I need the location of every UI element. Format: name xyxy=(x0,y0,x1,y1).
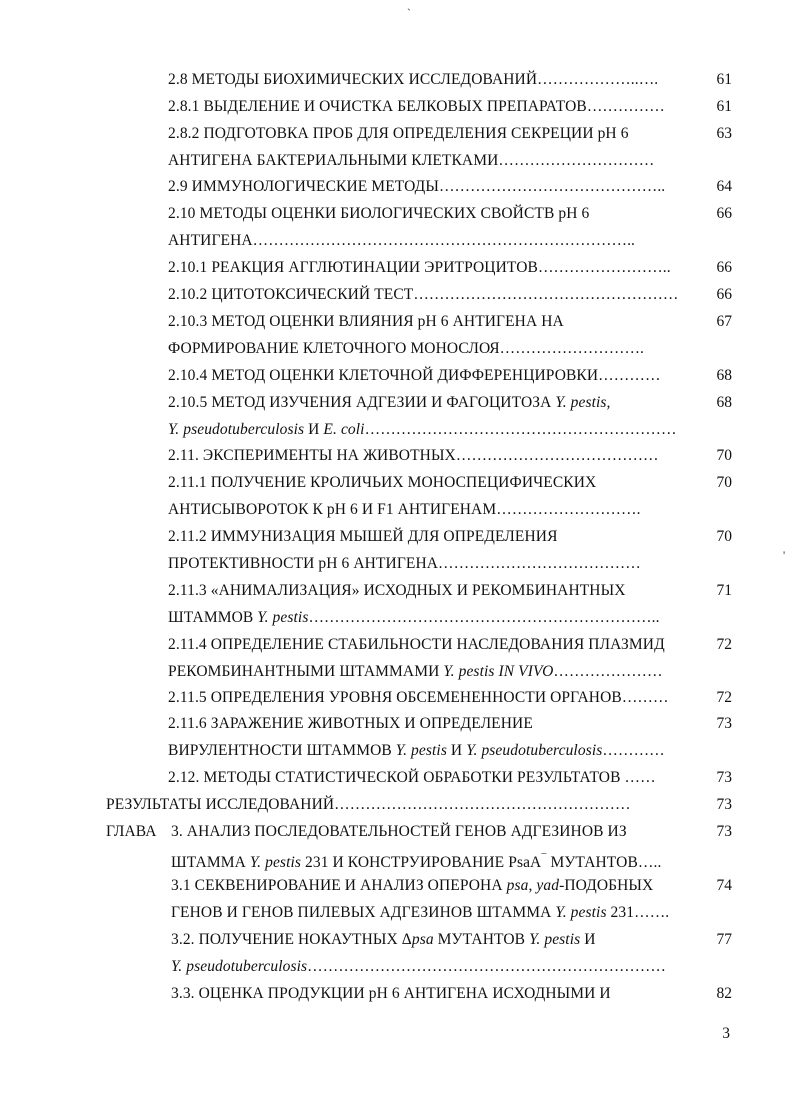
toc-entry-2-11-4: 2.11.4 ОПРЕДЕЛЕНИЕ СТАБИЛЬНОСТИ НАСЛЕДОВАНИЯ ПЛАЗМИД xyxy=(168,636,665,653)
toc-entry-2-11-1-cont: АНТИСЫВОРОТОК К pH 6 И F1 АНТИГЕНАМ………………………. xyxy=(168,501,641,518)
toc-entry-2-11: 2.11. ЭКСПЕРИМЕНТЫ НА ЖИВОТНЫХ………………………………… xyxy=(168,447,659,464)
toc-entry-3-2: 3.2. ПОЛУЧЕНИЕ НОКАУТНЫХ Δpsa МУТАНТОВ Y. pestis И xyxy=(171,931,596,948)
toc-entry-2-11-2: 2.11.2 ИММУНИЗАЦИЯ МЫШЕЙ ДЛЯ ОПРЕДЕЛЕНИЯ xyxy=(168,528,558,545)
toc-page-2-8: 61 xyxy=(716,71,732,88)
toc-page-2-12: 73 xyxy=(716,769,732,786)
toc-entry-2-11-3: 2.11.3 «АНИМАЛИЗАЦИЯ» ИСХОДНЫХ И РЕКОМБИНАНТНЫХ xyxy=(168,582,626,599)
toc-page-2-11-4: 72 xyxy=(716,636,732,653)
toc-entry-2-10-5-cont: Y. pseudotuberculosis И E. coli…………………………………………………… xyxy=(168,421,677,438)
toc-entry-2-10: 2.10 МЕТОДЫ ОЦЕНКИ БИОЛОГИЧЕСКИХ СВОЙСТВ pH 6 xyxy=(168,205,590,222)
toc-entry-2-10-cont: АНТИГЕНА……………………………………………………………….. xyxy=(168,232,636,249)
toc-entry-2-10-3-cont: ФОРМИРОВАНИЕ КЛЕТОЧНОГО МОНОСЛОЯ………………………. xyxy=(168,340,645,357)
toc-page-3-2: 77 xyxy=(716,931,732,948)
toc-page-2-8-1: 61 xyxy=(716,98,732,115)
toc-entry-results: РЕЗУЛЬТАТЫ ИССЛЕДОВАНИЙ………………………………………………… xyxy=(106,796,631,813)
toc-entry-2-9: 2.9 ИММУНОЛОГИЧЕСКИЕ МЕТОДЫ…………………………………….. xyxy=(168,178,666,195)
toc-entry-chapter-3: 3. АНАЛИЗ ПОСЛЕДОВАТЕЛЬНОСТЕЙ ГЕНОВ АДГЕЗИНОВ ИЗ xyxy=(171,823,627,840)
toc-page-chapter-3: 73 xyxy=(716,823,732,840)
toc-page-2-11-2: 70 xyxy=(716,528,732,545)
toc-page-2-10-2: 66 xyxy=(716,286,732,303)
toc-entry-3-1: 3.1 СЕКВЕНИРОВАНИЕ И АНАЛИЗ ОПЕРОНА psa, yad-ПОДОБНЫХ xyxy=(171,877,654,894)
toc-entry-2-10-1: 2.10.1 РЕАКЦИЯ АГГЛЮТИНАЦИИ ЭРИТРОЦИТОВ…………………….. xyxy=(168,259,671,276)
toc-page-3-1: 74 xyxy=(716,877,732,894)
toc-page-2-11: 70 xyxy=(716,447,732,464)
toc-entry-2-10-4: 2.10.4 МЕТОД ОЦЕНКИ КЛЕТОЧНОЙ ДИФФЕРЕНЦИРОВКИ………… xyxy=(168,367,661,384)
toc-page-2-10-4: 68 xyxy=(716,367,732,384)
toc-entry-2-8-2-cont: АНТИГЕНА БАКТЕРИАЛЬНЫМИ КЛЕТКАМИ………………………… xyxy=(168,152,655,169)
toc-entry-2-11-2-cont: ПРОТЕКТИВНОСТИ pH 6 АНТИГЕНА………………………………… xyxy=(168,555,641,572)
toc-entry-2-11-5: 2.11.5 ОПРЕДЕЛЕНИЯ УРОВНЯ ОБСЕМЕНЕННОСТИ ОРГАНОВ……… xyxy=(168,689,669,706)
toc-entry-3-2-cont: Y. pseudotuberculosis…………………………………………………………… xyxy=(171,958,666,975)
toc-entry-3-1-cont: ГЕНОВ И ГЕНОВ ПИЛЕВЫХ АДГЕЗИНОВ ШТАММА Y. pestis 231……. xyxy=(171,904,670,921)
toc-entry-2-11-3-cont: ШТАММОВ Y. pestis………………………………………………………….. xyxy=(168,609,660,626)
toc-page-2-11-6: 73 xyxy=(716,715,732,732)
toc-entry-2-10-2: 2.10.2 ЦИТОТОКСИЧЕСКИЙ ТЕСТ…………………………………………… xyxy=(168,286,679,303)
toc-entry-2-10-3: 2.10.3 МЕТОД ОЦЕНКИ ВЛИЯНИЯ pH 6 АНТИГЕНА НА xyxy=(168,313,564,330)
toc-page-2-10: 66 xyxy=(716,205,732,222)
toc-page-2-8-2: 63 xyxy=(716,125,732,142)
toc-entry-2-10-5: 2.10.5 МЕТОД ИЗУЧЕНИЯ АДГЕЗИИ И ФАГОЦИТОЗА Y. pestis, xyxy=(168,394,611,411)
toc-chapter-label: ГЛАВА xyxy=(106,823,157,840)
toc-entry-2-8-1: 2.8.1 ВЫДЕЛЕНИЕ И ОЧИСТКА БЕЛКОВЫХ ПРЕПАРАТОВ…………… xyxy=(168,98,665,115)
toc-page-2-10-1: 66 xyxy=(716,259,732,276)
page-number: 3 xyxy=(722,1025,730,1042)
toc-page-results: 73 xyxy=(716,796,732,813)
toc-page-2-9: 64 xyxy=(716,178,732,195)
toc-entry-2-11-6-cont: ВИРУЛЕНТНОСТИ ШТАММОВ Y. pestis И Y. pseudotuberculosis………… xyxy=(168,742,665,759)
toc-entry-2-11-1: 2.11.1 ПОЛУЧЕНИЕ КРОЛИЧЬИХ МОНОСПЕЦИФИЧЕСКИХ xyxy=(168,474,597,491)
toc-page-2-10-5: 68 xyxy=(716,394,732,411)
toc-entry-chapter-3-cont: ШТАММА Y. pestis 231 И КОНСТРУИРОВАНИЕ PsaA¯ МУТАНТОВ….. xyxy=(171,853,662,872)
toc-page-2-11-5: 72 xyxy=(716,689,732,706)
toc-entry-3-3: 3.3. ОЦЕНКА ПРОДУКЦИИ pH 6 АНТИГЕНА ИСХОДНЫМИ И xyxy=(171,985,611,1002)
toc-page-2-11-3: 71 xyxy=(716,582,732,599)
toc-page-2-11-1: 70 xyxy=(716,474,732,491)
toc-entry-2-11-6: 2.11.6 ЗАРАЖЕНИЕ ЖИВОТНЫХ И ОПРЕДЕЛЕНИЕ xyxy=(168,715,533,732)
toc-page-2-10-3: 67 xyxy=(716,313,732,330)
toc-entry-2-8-2: 2.8.2 ПОДГОТОВКА ПРОБ ДЛЯ ОПРЕДЕЛЕНИЯ СЕКРЕЦИИ pH 6 xyxy=(168,125,629,142)
toc-page-3-3: 82 xyxy=(716,985,732,1002)
toc-entry-2-8: 2.8 МЕТОДЫ БИОХИМИЧЕСКИХ ИССЛЕДОВАНИЙ………………..…. xyxy=(168,71,659,88)
scan-mark-side: ' xyxy=(783,548,786,562)
toc-entry-2-11-4-cont: РЕКОМБИНАНТНЫМИ ШТАММАМИ Y. pestis IN VIVO………………… xyxy=(168,663,663,680)
toc-entry-2-12: 2.12. МЕТОДЫ СТАТИСТИЧЕСКОЙ ОБРАБОТКИ РЕЗУЛЬТАТОВ …… xyxy=(168,769,656,786)
scan-mark: ` xyxy=(407,6,411,20)
